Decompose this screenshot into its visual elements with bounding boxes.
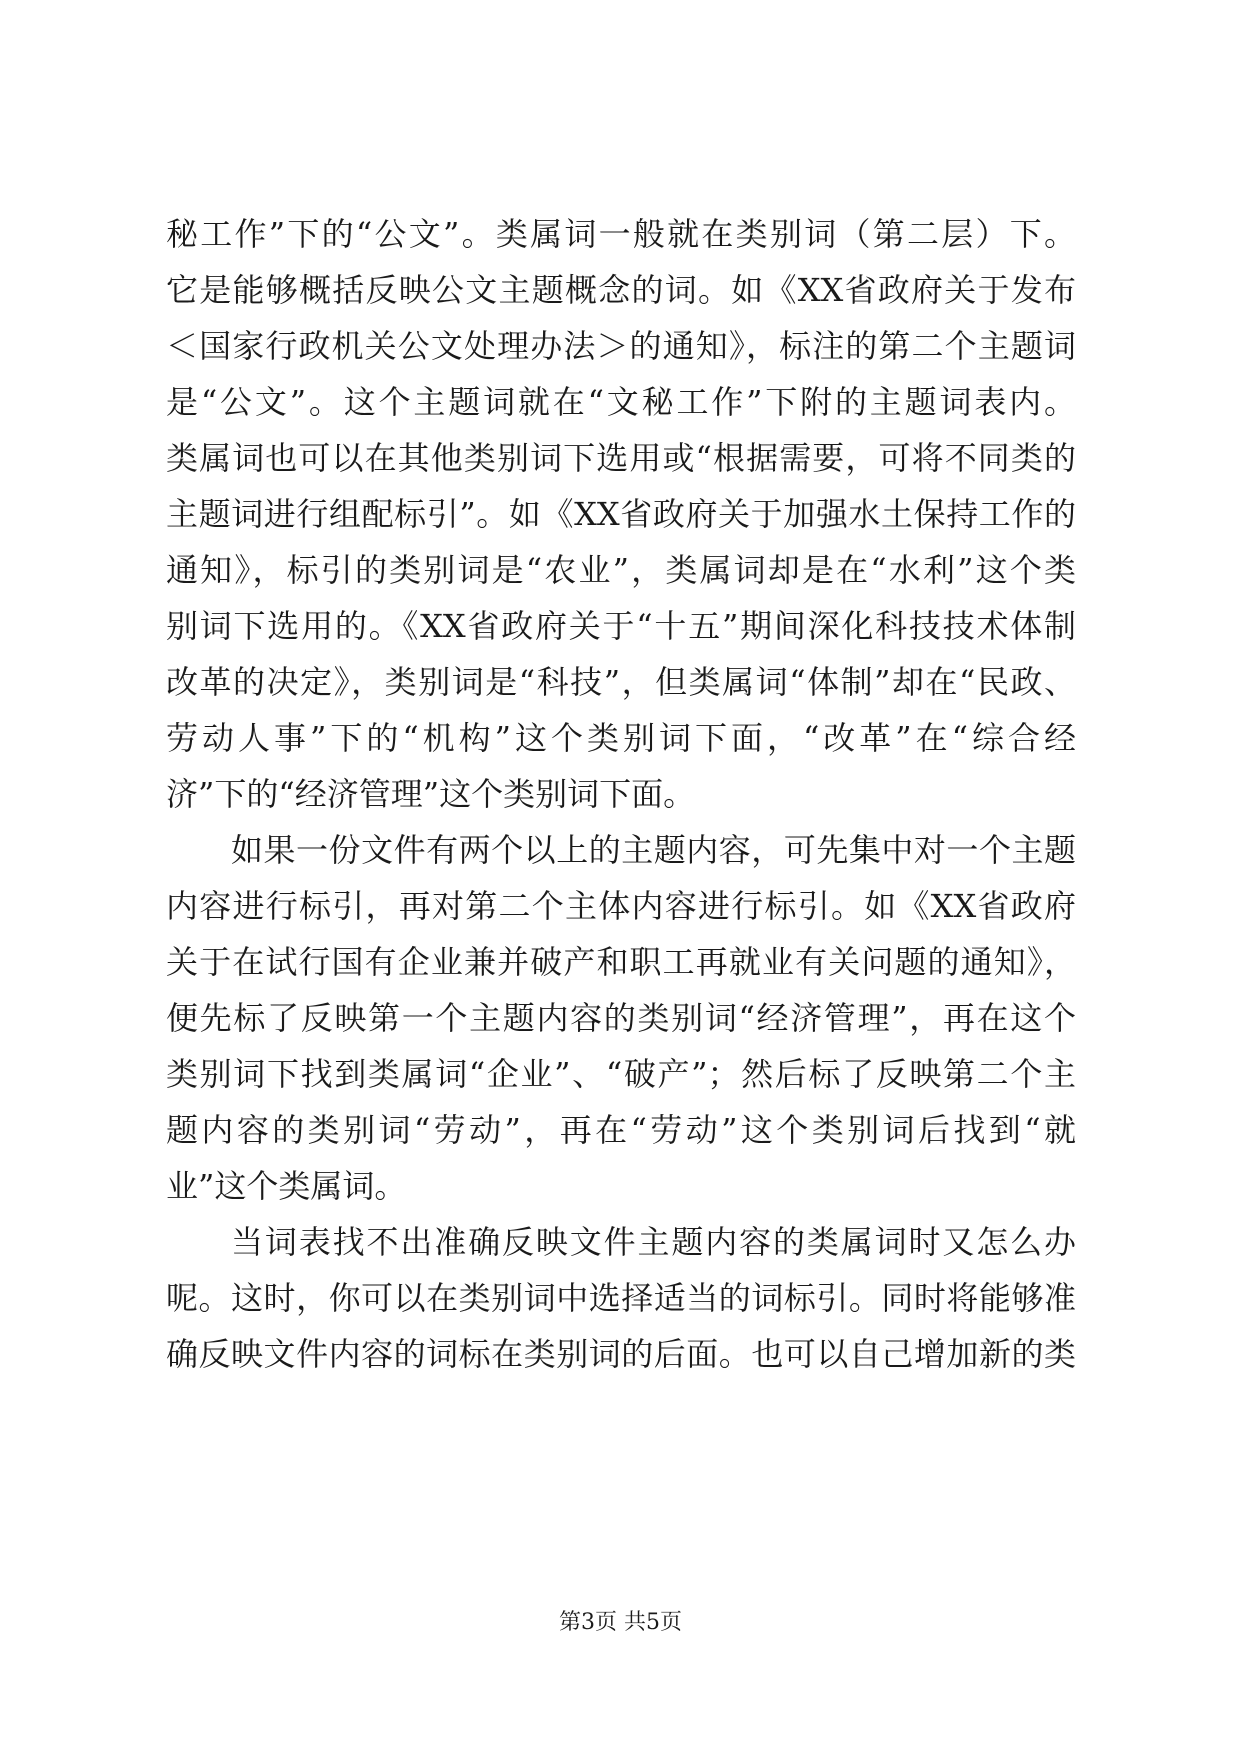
text-line-2: 它是能够概括反映公文主题概念的词。如《XX省政府关于发布 xyxy=(166,271,1076,309)
text-line-11: 济”下的“经济管理”这个类别词下面。 xyxy=(166,775,696,813)
paragraph-2-line-2: 内容进行标引，再对第二个主体内容进行标引。如《XX省政府 xyxy=(166,887,1076,925)
text-line-3: ＜国家行政机关公文处理办法＞的通知》，标注的第二个主题词 xyxy=(166,327,1076,365)
text-line-5: 类属词也可以在其他类别词下选用或“根据需要，可将不同类的 xyxy=(166,439,1076,477)
paragraph-2-line-1: 如果一份文件有两个以上的主题内容，可先集中对一个主题 xyxy=(231,831,1076,869)
page-number-footer: 第3页 共5页 xyxy=(559,1610,682,1635)
text-line-7: 通知》，标引的类别词是“农业”，类属词却是在“水利”这个类 xyxy=(166,551,1076,589)
paragraph-2-line-3: 关于在试行国有企业兼并破产和职工再就业有关问题的通知》， xyxy=(166,943,1076,981)
paragraph-2-line-4: 便先标了反映第一个主题内容的类别词“经济管理”，再在这个 xyxy=(166,999,1076,1037)
text-line-9: 改革的决定》，类别词是“科技”，但类属词“体制”却在“民政、 xyxy=(166,663,1076,701)
paragraph-2-line-5: 类别词下找到类属词“企业”、“破产”；然后标了反映第二个主 xyxy=(166,1055,1076,1093)
paragraph-2-line-7: 业”这个类属词。 xyxy=(166,1167,407,1205)
text-line-10: 劳动人事”下的“机构”这个类别词下面，“改革”在“综合经 xyxy=(166,719,1076,757)
paragraph-3-line-3: 确反映文件内容的词标在类别词的后面。也可以自己增加新的类 xyxy=(166,1335,1076,1373)
text-line-6: 主题词进行组配标引”。如《XX省政府关于加强水土保持工作的 xyxy=(166,495,1076,533)
text-line-8: 别词下选用的。《XX省政府关于“十五”期间深化科技技术体制 xyxy=(166,607,1076,645)
paragraph-2-line-6: 题内容的类别词“劳动”，再在“劳动”这个类别词后找到“就 xyxy=(166,1111,1076,1149)
paragraph-3-line-1: 当词表找不出准确反映文件主题内容的类属词时又怎么办 xyxy=(231,1223,1076,1261)
text-line-1: 秘工作”下的“公文”。类属词一般就在类别词（第二层）下。 xyxy=(166,215,1076,253)
text-line-4: 是“公文”。这个主题词就在“文秘工作”下附的主题词表内。 xyxy=(166,383,1076,421)
paragraph-3-line-2: 呢。这时，你可以在类别词中选择适当的词标引。同时将能够准 xyxy=(166,1279,1076,1317)
